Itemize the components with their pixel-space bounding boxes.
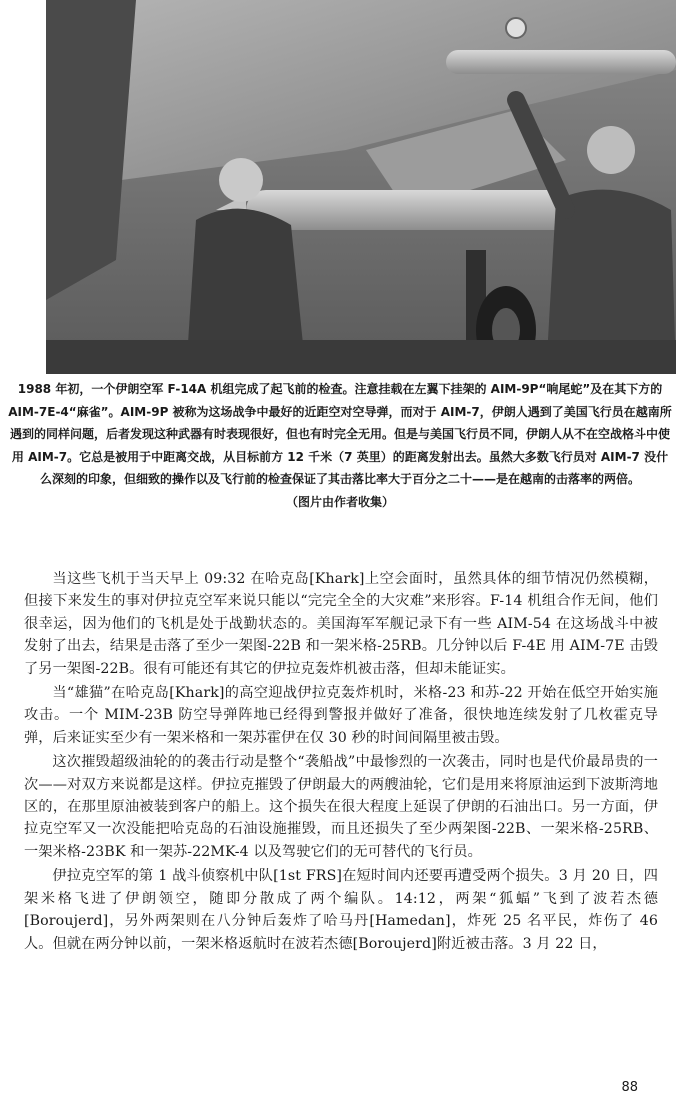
body-text bbox=[24, 568, 658, 957]
paragraph: 当“雄猫”在哈克岛[Khark]的高空迎战伊拉克轰炸机时，米格-23 和苏-22 开始在低空开始实施攻击。一个 MIM-23B 防空导弹阵地已经得到警报并做好了准备，很快地连续发射了几枚霍克导弹，后来证实至少有一架米格和一架苏霍伊在仅 30 秒的时间间隔里被击毁。 bbox=[24, 685, 658, 746]
paragraph: 当这些飞机于当天早上 09:32 在哈克岛[Khark]上空会面时，虽然具体的细节情况仍然模糊，但接下来发生的事对伊拉克空军来说只能以“完完全全的大灾难”来形容。F-14 机组合作无间，他们很幸运，因为他们的飞机是处于战勤状态的。美国海军军舰记录下有一些 AIM-54 在这场战斗中被发射了出去，结果是击落了至少一架图-22B 和一架米格-25RB。几分钟以后 F-4E 用 AIM-7E 击毁了另一架图-22B。很有可能还有其它的伊拉克轰炸机被击落，但却未能证实。 bbox=[24, 571, 658, 677]
caption-credit: （图片由作者收集） bbox=[285, 494, 394, 509]
caption-text: 1988 年初，一个伊朗空军 F-14A 机组完成了起飞前的检查。注意挂载在左翼下挂架的 AIM-9P“响尾蛇”及在其下方的 AIM-7E-4“麻雀”。AIM-9P 被称为这场战争中最好的近距空对空导弹，而对于 AIM-7，伊朗人遇到了美国飞行员在越南所遇到的同样问题，后者发现这种武器有时表现很好，但也有时完全无用。但是与美国飞行员不同，伊朗人从不在空战格斗中使用 AIM-7。它总是被用于中距离交战，从目标前方 12 千米（7 英里）的距离发射出去。虽然大多数飞行员对 AIM-7 没什么深刻的印象，但细致的操作以及飞行前的检查保证了其击落比率大于百分之二十——是在越南的击落率的两倍。 bbox=[8, 382, 672, 486]
paragraph: 这次摧毁超级油轮的的袭击行动是整个“袭船战”中最惨烈的一次袭击，同时也是代价最昂贵的一次——对双方来说都是这样。伊拉克摧毁了伊朗最大的两艘油轮，它们是用来将原油运到下波斯湾地区的，在那里原油被装到客户的船上。这个损失在很大程度上延误了伊朗的石油出口。另一方面，伊拉克空军又一次没能把哈克岛的石油设施摧毁，而且还损失了至少两架图-22B、一架米格-25RB、一架米格-23BK 和一架苏-22MK-4 以及驾驶它们的无可替代的飞行员。 bbox=[24, 754, 658, 860]
photo-f14-preflight-check bbox=[46, 0, 676, 374]
photo-caption bbox=[8, 378, 672, 513]
page-number: 88 bbox=[621, 1080, 638, 1095]
paragraph: 伊拉克空军的第 1 战斗侦察机中队[1st FRS]在短时间内还要再遭受两个损失。3 月 20 日，四架米格飞进了伊朗领空，随即分散成了两个编队。14:12，两架“狐蝠”飞到了波若杰德[Boroujerd]，另外两架则在八分钟后轰炸了哈马丹[Hamedan]，炸死 25 名平民，炸伤了 46 人。但就在两分钟以前，一架米格返航时在波若杰德[Boroujerd]附近被击落。3 月 22 日， bbox=[24, 868, 658, 952]
aircraft-weapons-check-photo-icon bbox=[46, 0, 676, 374]
